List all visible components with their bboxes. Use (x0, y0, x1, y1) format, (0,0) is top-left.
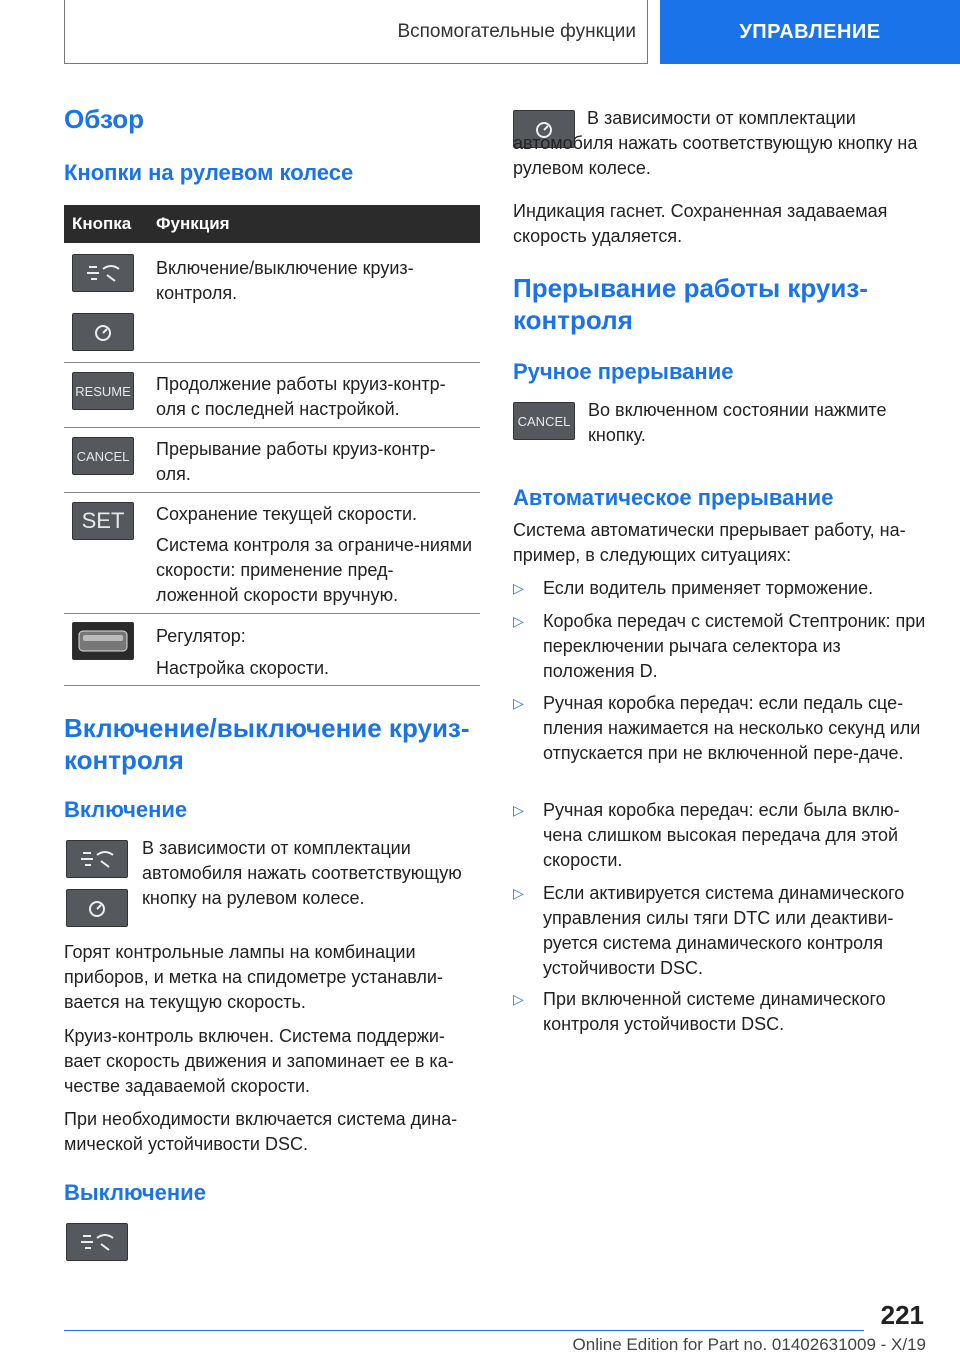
paragraph-indicator: Индикация гаснет. Сохраненная задаваемая скорость удаляется. (513, 201, 888, 246)
header-section: Вспомогательные функции (397, 21, 636, 42)
row-divider (64, 362, 480, 363)
resume-button-icon: RESUME (72, 372, 134, 410)
set-button-icon: SET (72, 502, 134, 540)
list-item: ▷ Если активируется система динамического управления силы тяги DTC или деактиви-руется система динамического контроля устойчивости DSC. (513, 883, 905, 978)
off-text: В зависимости от комплектации автомобиля нажать соответствующую кнопку на рулевом колесе. (513, 108, 918, 178)
table-header (64, 205, 480, 243)
list-item: ▷ Если водитель применяет торможение. (513, 576, 933, 606)
row-divider (64, 427, 480, 428)
bullet-triangle-icon: ▷ (513, 613, 524, 629)
paragraph-lamps: Горят контрольные лампы на комбинации приборов, и метка на спидометре устанавли-вается на текущую скорость. (64, 942, 443, 1012)
page-title: Обзор (64, 104, 144, 134)
bullet-triangle-icon: ▷ (513, 991, 524, 1007)
cruise-toggle-button-icon (66, 1223, 128, 1261)
row5-text: Регулятор: (156, 626, 246, 646)
row-divider (64, 613, 480, 614)
cancel-button-icon: CANCEL (72, 437, 134, 475)
heading-cruise-onoff: Включение/выключение круиз-контроля (64, 713, 470, 775)
list-item: ▷ Коробка передач с системой Стептроник: при переключении рычага селектора из положения D. (513, 611, 926, 681)
footer-edition: Online Edition for Part no. 01402631009 - X/19 (572, 1335, 926, 1354)
cancel-button-icon: CANCEL (513, 402, 575, 440)
page-number: 221 (880, 1300, 924, 1330)
manual-text: Во включенном состоянии нажмите кнопку. (588, 400, 887, 445)
list-item: ▷ При включенной системе динамического контроля устойчивости DSC. (513, 989, 886, 1034)
heading-interrupt: Прерывание работы круиз-контроля (513, 273, 868, 335)
cruise-toggle-button-icon (66, 840, 128, 878)
row2-text: Продолжение работы круиз-контр-оля с последней настройкой. (156, 374, 446, 419)
list-item: ▷ Ручная коробка передач: если была вклю-чена слишком высокая передача для этой скорости. (513, 800, 900, 870)
row1-text: Включение/выключение круиз-контроля. (156, 258, 414, 303)
cruise-toggle-button-icon (72, 254, 134, 292)
cruise-gauge-button-icon (66, 889, 128, 927)
paragraph-dsc: При необходимости включается система дина-мической устойчивости DSC. (64, 1109, 458, 1154)
rocker-switch-icon (72, 622, 134, 660)
row3-text: Прерывание работы круиз-контр-оля. (156, 439, 436, 484)
row-divider (64, 492, 480, 493)
table-header-button: Кнопка (72, 214, 132, 233)
bullet-triangle-icon: ▷ (513, 695, 524, 711)
row4-text: Сохранение текущей скорости. (156, 504, 417, 524)
list-item: ▷ Ручная коробка передач: если педаль сце-пления нажимается на несколько секунд или отпускается при не включенной пере-даче. (513, 693, 921, 763)
heading-off: Выключение (64, 1180, 206, 1205)
header-chapter: УПРАВЛЕНИЕ (660, 0, 960, 64)
paragraph-cruise-on: Круиз-контроль включен. Система поддержи-вает скорость движения и запоминает ее в ка-честве задаваемой скорости. (64, 1026, 454, 1096)
heading-on: Включение (64, 797, 188, 822)
heading-manual: Ручное прерывание (513, 359, 734, 384)
heading-auto: Автоматическое прерывание (513, 485, 834, 510)
row5-text2: Настройка скорости. (156, 658, 330, 678)
bullet-triangle-icon: ▷ (513, 580, 524, 596)
section-title-steering-buttons: Кнопки на рулевом колесе (64, 160, 354, 185)
row-divider (64, 685, 480, 686)
bullet-triangle-icon: ▷ (513, 885, 524, 901)
footer-divider (64, 1330, 864, 1331)
row4-text2: Система контроля за ограниче-ниями скорости: применение пред-ложенной скорости вручную. (156, 535, 473, 605)
table-header-function: Функция (156, 214, 230, 233)
bullet-triangle-icon: ▷ (513, 802, 524, 818)
on-text: В зависимости от комплектации автомобиля нажать соответствующую кнопку на рулевом колесе. (142, 838, 462, 908)
cruise-gauge-button-icon (72, 313, 134, 351)
auto-text: Система автоматически прерывает работу, на-пример, в следующих ситуациях: (513, 520, 906, 565)
